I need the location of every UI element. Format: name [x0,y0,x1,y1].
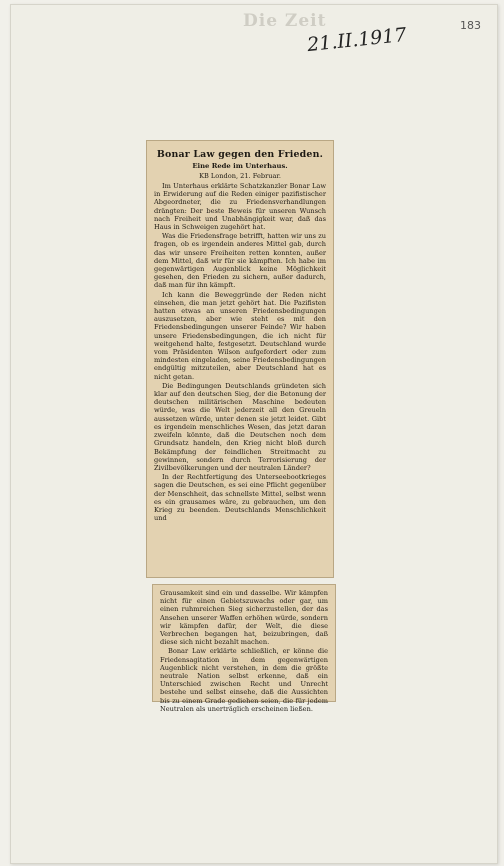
article-title: Bonar Law gegen den Frieden. [156,149,324,160]
article-subtitle: Eine Rede im Unterhaus. [192,162,288,170]
article-paragraph: Grausamkeit sind ein und dasselbe. Wir kämpfen nicht für einen Gebietszuwachs oder gar, um einen ruhmreichen Sieg sicherzustellen, der das Ansehen unserer Waffen erhöhen würde, sondern wir kämpfen dafür, der Welt, die diese Verbrechen begangen hat, beizubringen, daß diese sich nicht bezahlt machen. [160,589,328,647]
handwritten-date: 21.II.1917 [306,23,408,57]
newspaper-stamp: Die Zeit [243,11,327,31]
article-paragraph: In der Rechtfertigung des Unterseebootkrieges sagen die Deutschen, es sei eine Pflicht gegenüber der Menschheit, das schnellste Mittel, selbst wenn es ein grausames wäre, zu gebrauchen, um den Krieg zu beenden. Deutschlands Menschlichkeit und [154,473,326,523]
article-paragraph: Die Bedingungen Deutschlands gründeten sich klar auf den deutschen Sieg, der die Betonung der deutschen militärischen Maschine bedeuten würde, was die Welt jederzeit all den Greueln aussetzen würde, unter denen sie jetzt leidet. Gibt es irgendein menschliches Wesen, das jetzt daran zweifeln könnte, daß die Deutschen noch dem Grundsatz handeln, den Krieg nicht bloß durch Bekämpfung der feindlichen Streitmacht zu gewinnen, sondern durch Terrorisierung der Zivilbevölkerungen und der neutralen Länder? [154,381,326,472]
article-paragraph: Ich kann die Beweggründe der Reden nicht einsehen, die man jetzt gehört hat. Die Pazifisten hatten etwas an unseren Friedensbedingungen auszusetzen, aber wie steht es mit den Friedensbedingungen unserer Feinde? Wir haben unsere Friedensbedingungen, die ich nicht für weitgehend halte, festgesetzt. Deutschland wurde vom Präsidenten Wilson aufgefordert oder zum mindesten eingeladen, seine Friedensbedingungen endgültig mitzuteilen, aber Deutschland hat es nicht getan. [154,290,326,381]
newspaper-clipping-part-1 [146,140,334,578]
article-paragraph: Bonar Law erklärte schließlich, er könne die Friedensagitation in dem gegenwärtigen Augenblick nicht verstehen, in dem die größte neutrale Nation selbst erkenne, daß ein Unterschied zwischen Recht und Unrecht bestehe und selbst einsehe, daß die Aussichten bis zu einem Grade gediehen seien, die für jedem Neutralen als unerträglich erscheinen ließen. [160,647,328,713]
article-paragraph: Was die Friedensfrage betrifft, hatten wir uns zu fragen, ob es irgendein anderes Mittel gab, durch das wir unsere Freiheiten retten konnten, außer dem Mittel, daß wir für sie kämpften. Ich habe im gegenwärtigen Augenblick keine Möglichkeit gesehen, den Frieden zu sichern, außer dadurch, daß man für ihn kämpft. [154,232,326,290]
page-number: 183 [460,19,481,32]
article-paragraph: Im Unterhaus erklärte Schatzkanzler Bonar Law in Erwiderung auf die Reden einiger pazifistischer Abgeordneter, die zu Friedensverhandlungen drängten: Der beste Beweis für unseren Wunsch nach Freiheit und Unabhängigkeit war, daß das Haus in Schweigen zugehört hat. [154,182,326,232]
article-dateline: KB London, 21. Februar. [199,171,281,180]
newspaper-clipping-part-2 [152,584,336,713]
